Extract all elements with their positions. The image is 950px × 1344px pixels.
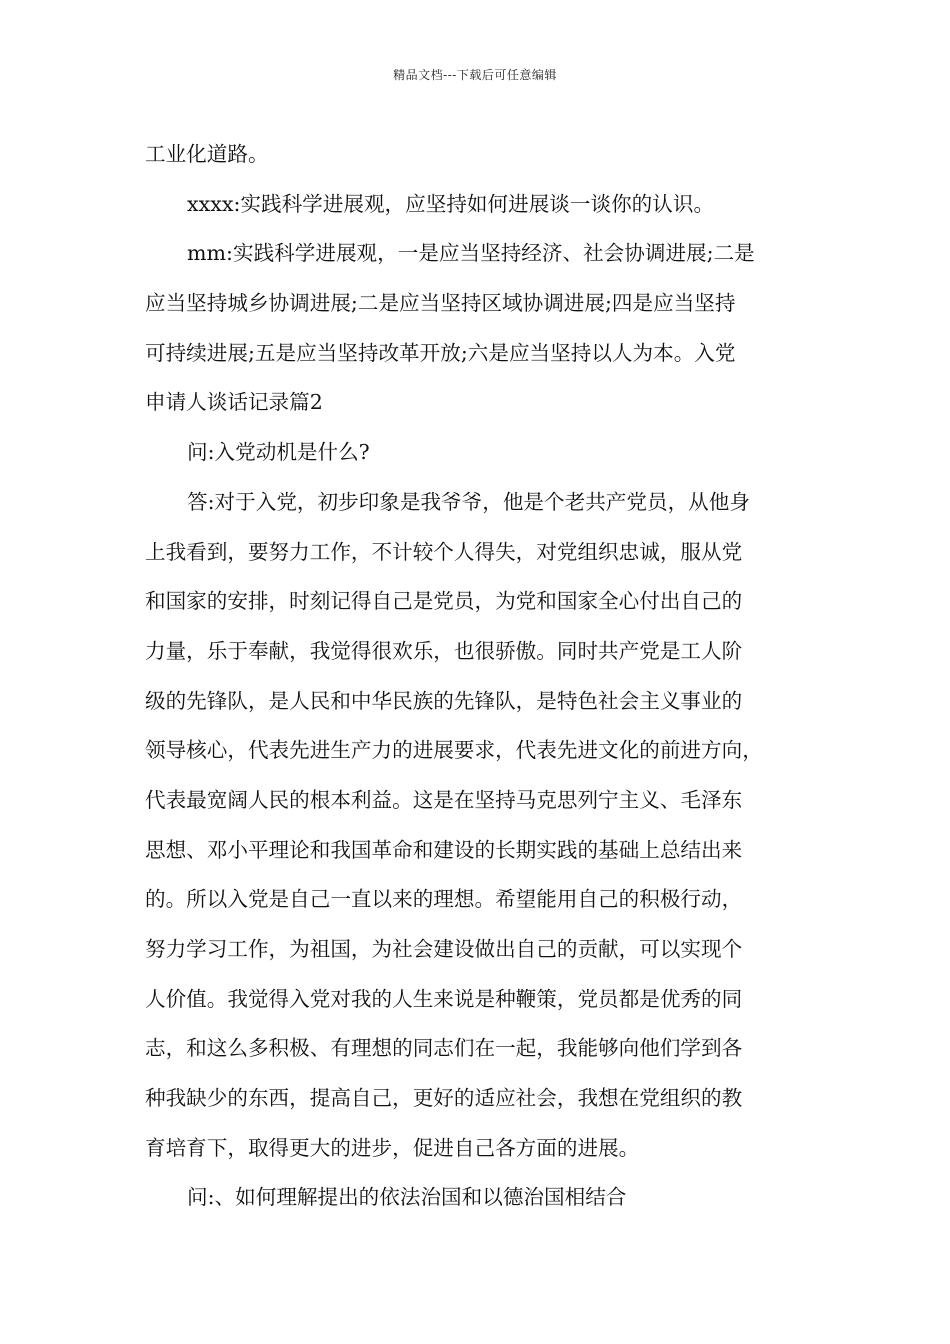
text-line: 上我看到，要努力工作，不计较个人得失，对党组织忠诚，服从党 <box>145 539 743 564</box>
text-line: 思想、邓小平理论和我国革命和建设的长期实践的基础上总结出来 <box>145 837 743 862</box>
page-header: 精品文档---下载后可任意编辑 <box>393 68 557 82</box>
text-line: 领导核心，代表先进生产力的进展要求，代表先进文化的前进方向， <box>145 738 763 763</box>
text-line: 级的先锋队，是人民和中华民族的先锋队，是特色社会主义事业的 <box>145 688 743 713</box>
text-line: 种我缺少的东西，提高自己，更好的适应社会，我想在党组织的教 <box>145 1086 743 1111</box>
text-line: 应当坚持城乡协调进展;二是应当坚持区域协调进展;四是应当坚持 <box>145 291 736 316</box>
question-line: 问:入党动机是什么? <box>187 440 370 465</box>
question-line: xxxx:实践科学进展观，应坚持如何进展谈一谈你的认识。 <box>187 191 715 216</box>
text-line: 育培育下，取得更大的进步，促进自己各方面的进展。 <box>145 1135 640 1160</box>
text-line: 人价值。我觉得入党对我的人生来说是种鞭策，党员都是优秀的同 <box>145 986 743 1011</box>
text-line: 工业化道路。 <box>145 142 269 166</box>
text-line: 的。所以入党是自己一直以来的理想。希望能用自己的积极行动， <box>145 887 743 912</box>
answer-line: 答:对于入党，初步印象是我爷爷，他是个老共产党员，从他身 <box>187 489 750 514</box>
question-line: 问:、如何理解提出的依法治国和以德治国相结合 <box>187 1185 627 1210</box>
text-line: 代表最宽阔人民的根本利益。这是在坚持马克思列宁主义、毛泽东 <box>145 787 743 812</box>
text-line: 可持续进展;五是应当坚持改革开放;六是应当坚持以人为本。入党 <box>145 340 736 365</box>
text-line: 力量，乐于奉献，我觉得很欢乐，也很骄傲。同时共产党是工人阶 <box>145 638 743 663</box>
section-title-line: 申请人谈话记录篇2 <box>145 390 323 415</box>
text-line: 努力学习工作，为祖国，为社会建设做出自己的贡献，可以实现个 <box>145 937 743 961</box>
text-line: 志，和这么多积极、有理想的同志们在一起，我能够向他们学到各 <box>145 1036 743 1061</box>
document-body <box>145 130 809 1223</box>
text-line: 和国家的安排，时刻记得自己是党员，为党和国家全心付出自己的 <box>145 589 743 614</box>
answer-line: mm:实践科学进展观，一是应当坚持经济、社会协调进展;二是 <box>187 241 755 266</box>
